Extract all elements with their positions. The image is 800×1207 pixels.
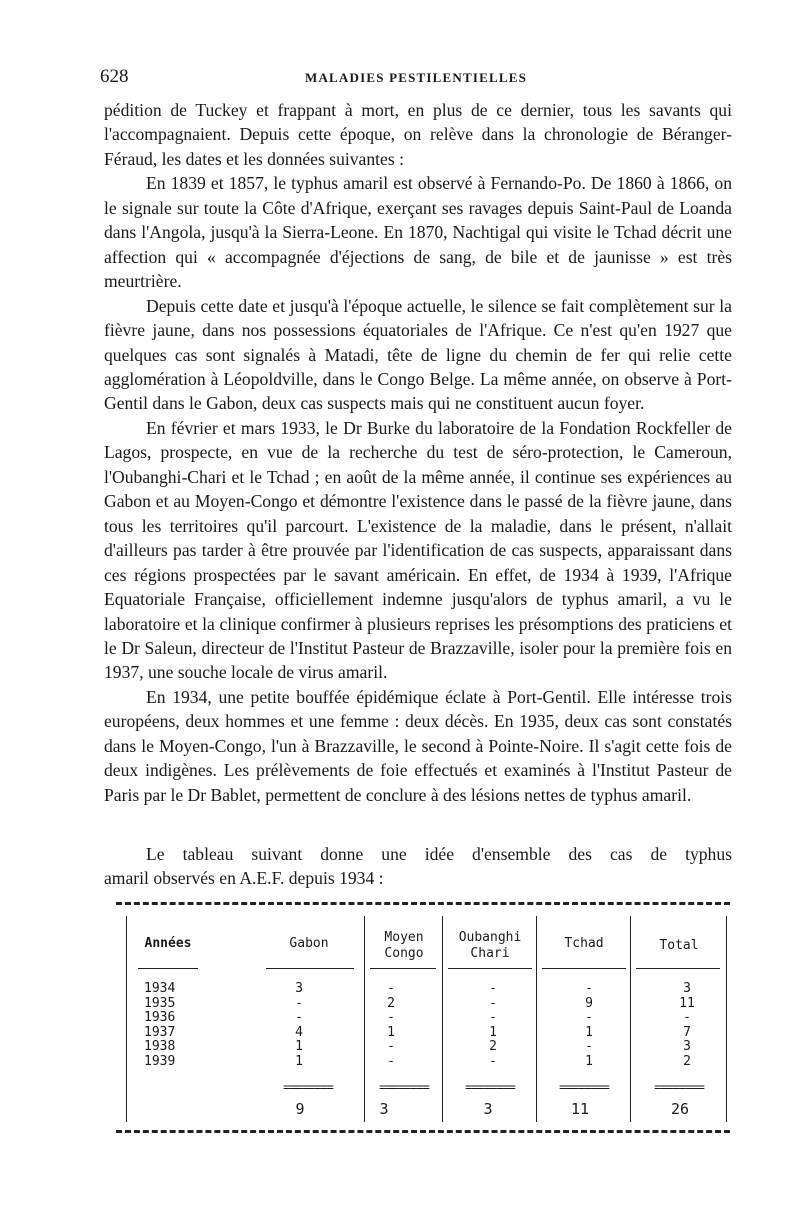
column-rule: [126, 916, 127, 1122]
header-moyen-congo-line-2: Congo: [384, 946, 424, 961]
sum-separator: ========: [283, 1080, 333, 1094]
paragraph-4: En février et mars 1933, le Dr Burke du laboratoire de la Fondation Rockfeller de Lagos, prospecte, en vue de la recherche du test de séro-protection, le Cameroun, l'Oubanghi-Chari et le Tchad ; en août de la même année, il continue ses expériences au Gabon et au Moyen-Congo et démontre l'existence dans le passé de la fièvre jaune, dans tous les territoires qu'il parcourt. L'existence de la maladie, dans le présent, n'allait d'ailleurs pas tarder à être prouvée par l'identification de cas suspects, apparaissant dans ces régions prospectées par le savant américain. En effet, de 1934 à 1939, l'Afrique Equatoriale Française, officiellement indemne jusqu'alors de typhus amaril, a vu le laboratoire et la clinique confirmer à plusieurs reprises les présomptions des praticiens et le Dr Saleun, directeur de l'Institut Pasteur de Brazzaville, isoler pour la première fois en 1937, une souche locale de virus amaril.: [104, 417, 732, 683]
running-title: MALADIES PESTILENTIELLES: [304, 70, 528, 85]
moyen-congo-column: - 2 - 1 - -: [387, 981, 395, 1069]
header-total: Total: [659, 938, 699, 953]
table-top-border: [116, 902, 730, 905]
header-moyen-congo: [366, 930, 442, 962]
oubanghi-column: - - - 1 2 -: [489, 981, 497, 1069]
header-rule: [542, 968, 626, 969]
header-rule: [636, 968, 720, 969]
tchad-column: - 9 - 1 - 1: [585, 981, 593, 1069]
column-rule: [442, 916, 443, 1122]
sum-separator: ========: [559, 1080, 609, 1094]
column-rule: [536, 916, 537, 1122]
moyen-congo-total: 3: [379, 1100, 389, 1118]
gabon-column: 3 - - 4 1 1: [295, 981, 303, 1069]
paragraph-3: Depuis cette date et jusqu'à l'époque actuelle, le silence se fait complètement sur la fièvre jaune, dans nos possessions équatoriales de l'Afrique. Ce n'est qu'en 1927 que quelques cas sont signalés à Matadi, tête de ligne du chemin de fer qui relie cette agglomération à Léopoldville, dans le Congo Belge. La même année, on observe à Port-Gentil dans le Gabon, deux cas suspects mais qui ne constituent aucun foyer.: [104, 295, 732, 414]
column-rule: [630, 916, 631, 1122]
sum-separator: ========: [465, 1080, 515, 1094]
header-oubanghi-chari: [444, 930, 536, 962]
column-rule: [726, 916, 727, 1122]
table-body: [116, 916, 728, 1122]
sum-separator: ========: [379, 1080, 429, 1094]
header-years: Années: [144, 936, 192, 951]
paragraph-2: En 1839 et 1857, le typhus amaril est observé à Fernando-Po. De 1860 à 1866, on le signale sur toute la Côte d'Afrique, exerçant ses ravages depuis Saint-Paul de Loanda dans l'Angola, jusqu'à la Sierra-Leone. En 1870, Nachtigal qui visite le Tchad décrit une affection qui « accompagnée d'éjections de sang, de bile et de jaunisse » est très meurtrière.: [104, 173, 732, 292]
header-oubanghi-line-2: Chari: [470, 946, 510, 961]
sum-separator: ========: [654, 1080, 704, 1094]
header-gabon: Gabon: [289, 936, 329, 951]
oubanghi-total: 3: [483, 1100, 493, 1118]
cases-table: [116, 902, 730, 1138]
gabon-total: 9: [295, 1100, 305, 1118]
paragraph-1: pédition de Tuckey et frappant à mort, en plus de ce dernier, tous les savants qui l'accompagnaient. Depuis cette époque, on relève dans la chronologie de Béranger-Féraud, les dates et les données suivantes :: [104, 100, 732, 169]
table-intro-line-2: amaril observés en A.E.F. depuis 1934 :: [104, 868, 384, 889]
total-column: 3 11 - 7 3 2: [679, 981, 695, 1069]
table-intro: [104, 842, 732, 891]
table-bottom-border: [116, 1130, 730, 1133]
tchad-total: 11: [570, 1100, 590, 1118]
table-intro-line-1: Le tableau suivant donne une idée d'ensemble des cas de typhus: [146, 844, 732, 864]
page-number: 628: [100, 66, 129, 87]
header-rule: [266, 968, 354, 969]
header-moyen-congo-line-1: Moyen: [384, 930, 424, 945]
header-tchad: Tchad: [564, 936, 604, 951]
header-rule: [448, 968, 532, 969]
page-header: [100, 66, 732, 90]
years-column: 1934 1935 1936 1937 1938 1939: [144, 981, 176, 1069]
header-rule: [138, 968, 198, 969]
header-oubanghi-line-1: Oubanghi: [458, 930, 522, 945]
header-rule: [370, 968, 436, 969]
column-rule: [364, 916, 365, 1122]
paragraph-5: En 1934, une petite bouffée épidémique éclate à Port-Gentil. Elle intéresse trois européens, deux hommes et une femme : deux décès. En 1935, deux cas sont constatés dans le Moyen-Congo, l'un à Brazzaville, le second à Pointe-Noire. Il s'agit cette fois de deux indigènes. Les prélèvements de foie effectués et examinés à l'Institut Pasteur de Paris par le Dr Bablet, permettent de conclure à des lésions nettes de typhus amaril.: [104, 686, 732, 805]
body-text: [104, 98, 732, 807]
grand-total: 26: [670, 1100, 690, 1118]
